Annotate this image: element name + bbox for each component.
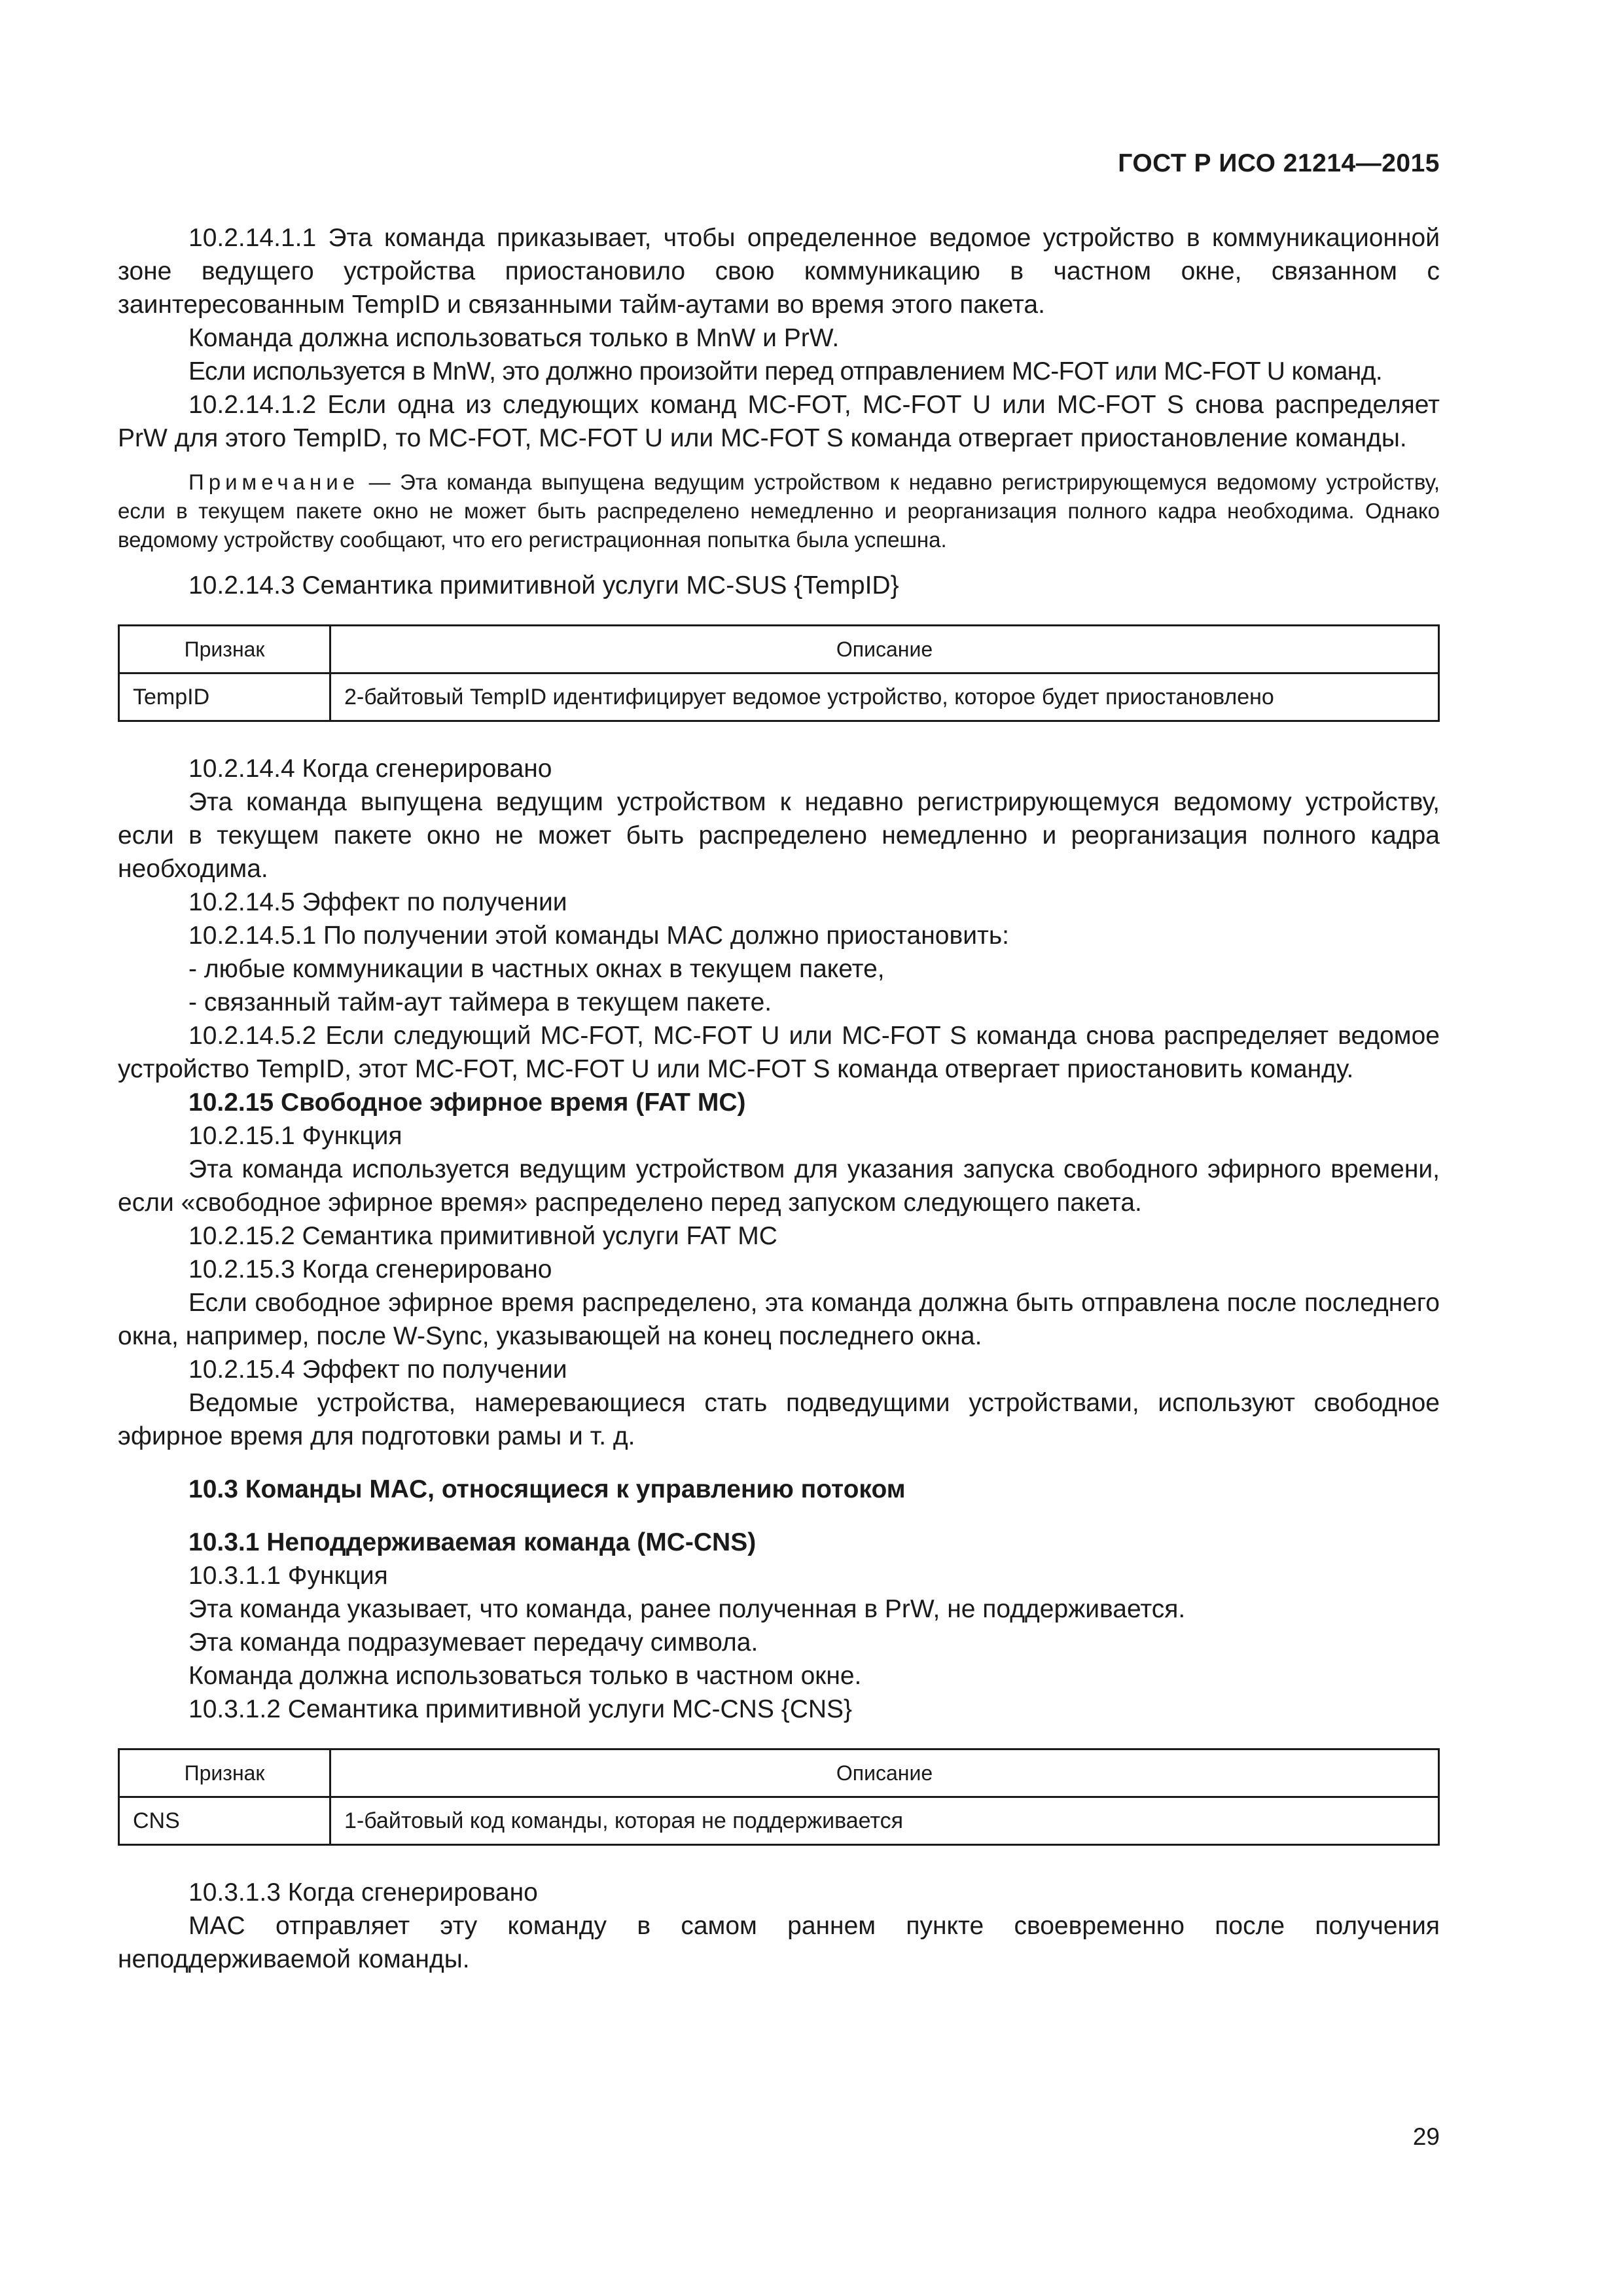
table-cell: CNS xyxy=(119,1797,330,1845)
note-lead: Примечание xyxy=(188,470,360,494)
table-cell: 1-байтовый код команды, которая не поддерживается xyxy=(330,1797,1439,1845)
table-cell: 2-байтовый TempID идентифицирует ведомое устройство, которое будет приостановлено xyxy=(330,673,1439,721)
paragraph: Команда должна использоваться только в MnW и PrW. xyxy=(188,324,840,352)
table-row xyxy=(119,1797,1439,1845)
table-header-row xyxy=(119,1749,1439,1797)
section-heading: 10.3 Команды MAC, относящиеся к управлению потоком xyxy=(188,1475,906,1503)
paragraph: 10.2.14.1.2 Если одна из следующих команд MC-FOT, MC-FOT U или MC-FOT S снова распределяет PrW для этого TempID, то MC-FOT, MC-FOT U или MC-FOT S команда отвергает приостановление команды. xyxy=(118,391,1440,452)
document-header: ГОСТ Р ИСО 21214—2015 xyxy=(1118,149,1440,177)
table-header-cell: Признак xyxy=(119,626,330,673)
paragraph: Ведомые устройства, намеревающиеся стать подведущими устройствами, используют свободное эфирное время для подготовки рамы и т. д. xyxy=(118,1389,1440,1450)
paragraph: 10.2.14.3 Семантика примитивной услуги MC-SUS {TempID} xyxy=(188,571,899,600)
paragraph: 10.3.1.1 Функция xyxy=(188,1562,388,1590)
list-item: - связанный тайм-аут таймера в текущем пакете. xyxy=(188,988,772,1016)
paragraph: Эта команда подразумевает передачу символа. xyxy=(188,1628,758,1657)
paragraph: 10.2.14.5 Эффект по получении xyxy=(188,888,567,916)
table-cell: TempID xyxy=(119,673,330,721)
table-header-cell: Признак xyxy=(119,1749,330,1797)
table-row xyxy=(119,673,1439,721)
paragraph: Если свободное эфирное время распределено, эта команда должна быть отправлена после последнего окна, например, после W-Sync, указывающей на конец последнего окна. xyxy=(118,1289,1440,1350)
paragraph: MAC отправляет эту команду в самом раннем пункте своевременно после получения неподдерживаемой команды. xyxy=(118,1912,1440,1973)
note-text: — Эта команда выпущена ведущим устройством к недавно регистрирующемуся ведомому устройству, если в текущем пакете окно не может быть распределено немедленно и реорганизация полного кадра необходима. Однако ведомому устройству сообщают, что его регистрационная попытка была успешна. xyxy=(118,470,1440,552)
table-header-row xyxy=(119,626,1439,673)
paragraph: 10.2.14.5.2 Если следующий MC-FOT, MC-FOT U или MC-FOT S команда снова распределяет ведомое устройство TempID, этот MC-FOT, MC-FOT U или MC-FOT S команда отвергает приостановить команду. xyxy=(118,1022,1440,1083)
paragraph: Эта команда указывает, что команда, ранее полученная в PrW, не поддерживается. xyxy=(188,1595,1186,1623)
paragraph: 10.2.15.2 Семантика примитивной услуги FAT MC xyxy=(188,1222,777,1250)
attribute-table xyxy=(118,624,1440,722)
paragraph: Эта команда используется ведущим устройством для указания запуска свободного эфирного времени, если «свободное эфирное время» распределено перед запуском следующего пакета. xyxy=(118,1155,1440,1217)
paragraph: Если используется в MnW, это должно произойти перед отправлением MC-FOT или MC-FOT U команд. xyxy=(188,357,1383,386)
paragraph: 10.2.15.4 Эффект по получении xyxy=(188,1355,567,1384)
note xyxy=(118,468,1440,554)
table-header-cell: Описание xyxy=(330,626,1439,673)
paragraph: 10.3.1.2 Семантика примитивной услуги MC-CNS {CNS} xyxy=(188,1695,853,1723)
paragraph: 10.2.15.3 Когда сгенерировано xyxy=(188,1255,552,1283)
paragraph: 10.2.15.1 Функция xyxy=(188,1122,402,1150)
section-heading: 10.3.1 Неподдерживаемая команда (MC-CNS) xyxy=(188,1528,757,1556)
paragraph: Команда должна использоваться только в частном окне. xyxy=(188,1662,862,1690)
paragraph: 10.2.14.1.1 Эта команда приказывает, чтобы определенное ведомое устройство в коммуникационной зоне ведущего устройства приостановило свою коммуникацию в частном окне, связанном с заинтересованным TempID и связанными тайм-аутами во время этого пакета. xyxy=(118,224,1440,319)
list-item: - любые коммуникации в частных окнах в текущем пакете, xyxy=(188,955,885,983)
table-header-cell: Описание xyxy=(330,1749,1439,1797)
page-number: 29 xyxy=(1412,2123,1440,2150)
document-body xyxy=(118,221,1440,1976)
section-heading: 10.2.15 Свободное эфирное время (FAT MC) xyxy=(188,1088,746,1117)
paragraph: 10.2.14.4 Когда сгенерировано xyxy=(188,755,552,783)
paragraph: 10.2.14.5.1 По получении этой команды MAC должно приостановить: xyxy=(188,922,1009,950)
paragraph: 10.3.1.3 Когда сгенерировано xyxy=(188,1878,538,1907)
attribute-table xyxy=(118,1748,1440,1846)
paragraph: Эта команда выпущена ведущим устройством к недавно регистрирующемуся ведомому устройству, если в текущем пакете окно не может быть распределено немедленно и реорганизация полного кадра необходима. xyxy=(118,788,1440,883)
